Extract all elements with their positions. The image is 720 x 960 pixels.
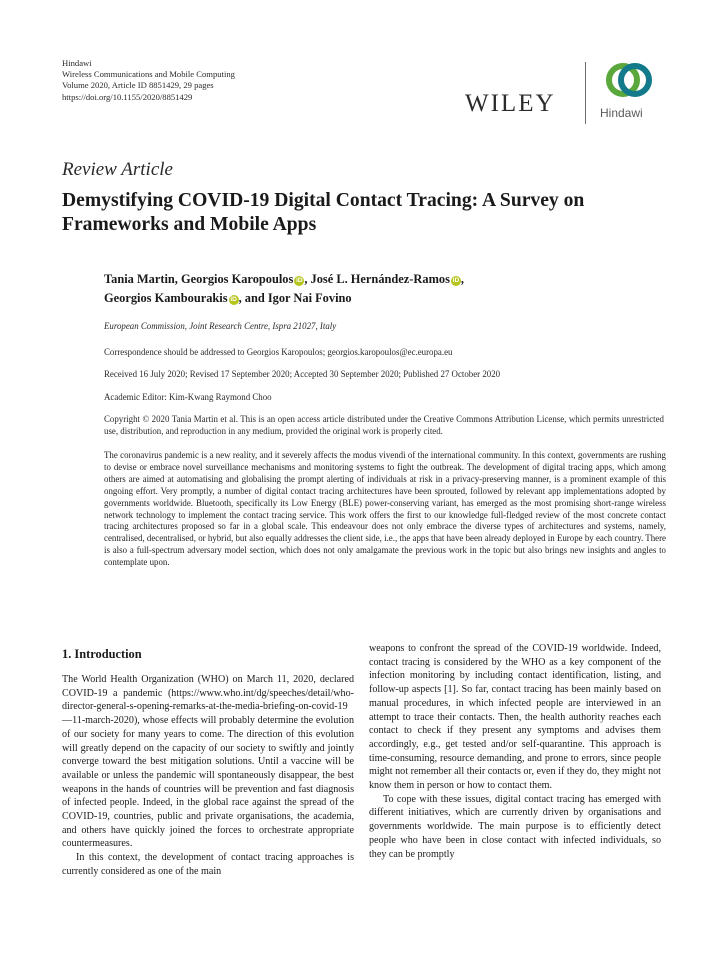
article-title: Demystifying COVID-19 Digital Contact Tracing: A Survey on Frameworks and Mobile Apps: [62, 190, 585, 235]
affiliation: European Commission, Joint Research Centre, Ispra 21027, Italy: [104, 321, 337, 331]
publication-dates: Received 16 July 2020; Revised 17 September 2020; Accepted 30 September 2020; Published 27 October 2020: [104, 369, 501, 379]
orcid-icon[interactable]: iD: [452, 277, 460, 284]
publisher-line: Hindawi: [62, 58, 92, 68]
doi-link[interactable]: https://doi.org/10.1155/2020/8851429: [62, 91, 193, 102]
abstract-text: The coronavirus pandemic is a new reality, and it severely affects the modus vivendi of the international community. In this context, governments are rushing to devise or embrace novel surveillance mechanisms and monitoring systems to fight the outbreak. The development of digital tracing apps, which among others are aimed at automatising and globalising the prompt alerting of individuals at risk in a privacy-preserving manner, is a prominent example of this ongoing effort. Very promptly, a number of digital contact tracing architectures have been sprouted, followed by relevant app implementations adopted by governments worldwide. Bluetooth, specifically its Low Energy (BLE) power-conserving variant, has emerged as the most promising short-range wireless network technology to implement the contact tracing service. This work offers the first to our knowledge full-fledged review of the most concrete contact tracing architectures proposed so far in a global scale. This endeavour does not only embrace the diverse types of architectures and systems, namely, centralised, decentralised, or hybrid, but also equally addresses the client side, i.e., the apps that have been already deployed in Europe by each country. There is also a full-spectrum adversary model section, which does not only amalgamate the previous work in the topic but also brings new insights and angles to contemplate upon.: [104, 450, 666, 568]
section-heading: 1. Introduction: [62, 647, 142, 661]
author-separator: ,: [460, 272, 465, 286]
paragraph: weapons to confront the spread of the COVID-19 worldwide. Indeed, contact tracing is considered by the WHO as a key component of the infection monitoring by including contact identification, listing, and follow-up aspects [1]. So far, contact tracing has been mainly based on manual procedures, in which infected people are interviewed in an attempt to trace their contacts. Then, the health authority reaches each contact to check if they present any symptoms and advises them accordingly, e.g., get tested and/or self-quarantine. This approach is time-consuming, resource demanding, and prone to errors, since people might not remember all their contacts or, even if they do, they might not know them in person or how to contact them.: [369, 643, 661, 792]
left-column: [62, 673, 354, 879]
author-name: Georgios Karopoulos: [181, 272, 294, 286]
abstract: [104, 450, 666, 569]
author-name: , and Igor Nai Fovino: [238, 291, 352, 305]
hindawi-interlocked-rings-icon: [604, 58, 654, 102]
orcid-icon[interactable]: iD: [296, 277, 303, 284]
journal-meta: [62, 58, 235, 103]
academic-editor: Academic Editor: Kim-Kwang Raymond Choo: [104, 392, 272, 402]
hindawi-logo-text: Hindawi: [600, 106, 643, 120]
logo-divider: [585, 62, 586, 124]
volume-line: Volume 2020, Article ID 8851429, 29 pages: [62, 80, 214, 91]
author-name: , José L. Hernández-Ramos: [304, 272, 450, 286]
article-type: Review Article: [62, 159, 173, 180]
orcid-icon[interactable]: iD: [230, 296, 237, 303]
paragraph: The World Health Organization (WHO) on March 11, 2020, declared COVID-19 a pandemic (https://www.who.int/dg/speeches/detail/who-director-general-s-opening-remarks-at-the-media-briefing-on-covid-19—11-march-2020), whose effects will probably determine the evolution of our society for many years to come. The direction of this evolution will greatly depend on the capacity of our society to swiftly and jointly converge toward the best mitigation solutions. Until a vaccine will be available or unless the pandemic will spontaneously disappear, the best weapons in the hands of countries will be prevention and fast diagnosis of infected people. Indeed, in the global race against the spread of the COVID-19, countries, public and private organisations, the academia, and others have quickly joined the forces to orchestrate appropriate countermeasures.: [62, 674, 354, 850]
copyright-notice: Copyright © 2020 Tania Martin et al. This is an open access article distributed under the Creative Commons Attribution License, which permits unrestricted use, distribution, and reproduction in any medium, provided the original work is properly cited.: [104, 414, 664, 436]
correspondence: Correspondence should be addressed to Georgios Karopoulos; georgios.karopoulos@ec.europa.eu: [104, 347, 453, 357]
wiley-logo: WILEY: [465, 90, 556, 117]
author-name: Georgios Kambourakis: [104, 291, 228, 305]
paragraph: In this context, the development of contact tracing approaches is currently considered as one of the main: [62, 852, 354, 877]
paragraph: To cope with these issues, digital contact tracing has emerged with different initiatives, which are currently driven by organisations and governments worldwide. The main purpose is to efficiently detect people who have been in close contact with infected individuals, so they can be promptly: [369, 793, 661, 860]
author-name: Tania Martin,: [104, 272, 181, 286]
author-list: [104, 270, 644, 308]
right-column: [369, 642, 661, 861]
journal-name: Wireless Communications and Mobile Computing: [62, 69, 235, 80]
